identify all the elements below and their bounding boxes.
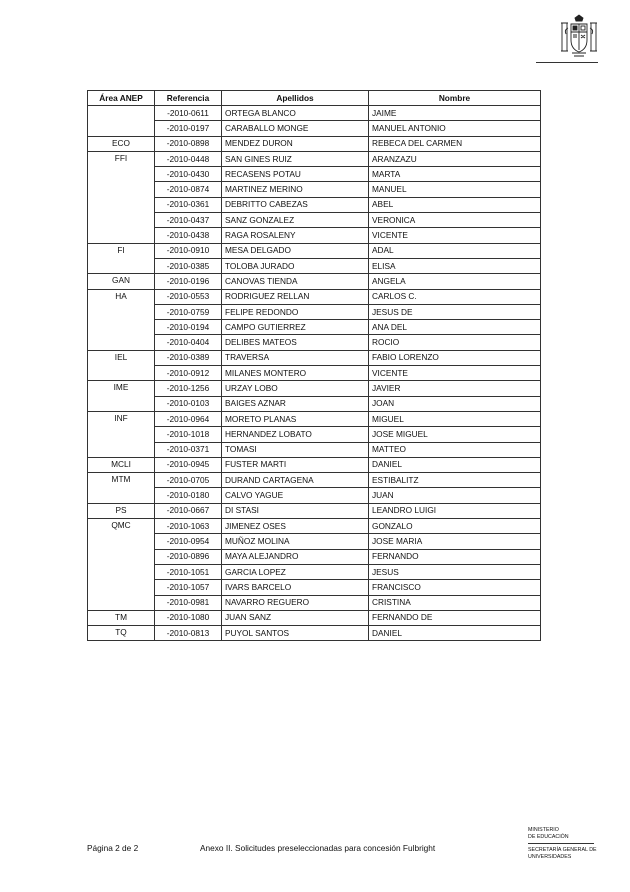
nombre-cell: MATTEO [369, 442, 541, 457]
apellidos-cell: JIMENEZ OSES [222, 519, 369, 534]
area-cell: HA [88, 289, 155, 350]
table-row [88, 366, 541, 381]
referencia-cell: -2010-0898 [155, 136, 222, 151]
referencia-cell: -2010-0361 [155, 197, 222, 212]
nombre-cell: REBECA DEL CARMEN [369, 136, 541, 151]
ministry-line-2: DE EDUCACIÓN [528, 833, 569, 840]
table-row [88, 396, 541, 411]
apellidos-cell: MILANES MONTERO [222, 366, 369, 381]
table-row [88, 519, 541, 534]
referencia-cell: -2010-0759 [155, 304, 222, 319]
area-cell: INF [88, 411, 155, 457]
table-row [88, 457, 541, 472]
referencia-cell: -2010-0448 [155, 151, 222, 166]
referencia-cell: -2010-0389 [155, 350, 222, 365]
nombre-cell: JESUS DE [369, 304, 541, 319]
apellidos-cell: MENDEZ DURON [222, 136, 369, 151]
referencia-cell: -2010-1018 [155, 427, 222, 442]
nombre-cell: ABEL [369, 197, 541, 212]
area-cell: PS [88, 503, 155, 518]
area-cell: IEL [88, 350, 155, 381]
table-row [88, 595, 541, 610]
referencia-cell: -2010-0194 [155, 320, 222, 335]
apellidos-cell: ORTEGA BLANCO [222, 106, 369, 121]
apellidos-cell: TOMASI [222, 442, 369, 457]
area-cell: TM [88, 610, 155, 625]
nombre-cell: JOSE MARIA [369, 534, 541, 549]
referencia-cell: -2010-0437 [155, 213, 222, 228]
table-row [88, 289, 541, 304]
nombre-cell: ELISA [369, 258, 541, 273]
area-cell: MTM [88, 473, 155, 504]
apellidos-cell: CANOVAS TIENDA [222, 274, 369, 289]
area-cell: FI [88, 243, 155, 274]
apellidos-cell: RECASENS POTAU [222, 167, 369, 182]
table-row [88, 213, 541, 228]
apellidos-cell: MORETO PLANAS [222, 411, 369, 426]
area-cell: MCLI [88, 457, 155, 472]
table-row [88, 121, 541, 136]
referencia-cell: -2010-0910 [155, 243, 222, 258]
apellidos-cell: NAVARRO REGUERO [222, 595, 369, 610]
apellidos-cell: FUSTER MARTI [222, 457, 369, 472]
nombre-cell: VERONICA [369, 213, 541, 228]
referencia-cell: -2010-0553 [155, 289, 222, 304]
nombre-cell: JESUS [369, 564, 541, 579]
apellidos-cell: URZAY LOBO [222, 381, 369, 396]
nombre-cell: CARLOS C. [369, 289, 541, 304]
column-header-area: Área ANEP [88, 91, 155, 106]
candidates-table [87, 90, 541, 641]
referencia-cell: -2010-1063 [155, 519, 222, 534]
nombre-cell: GONZALO [369, 519, 541, 534]
apellidos-cell: BAIGES AZNAR [222, 396, 369, 411]
apellidos-cell: MUÑOZ MOLINA [222, 534, 369, 549]
table-row [88, 258, 541, 273]
nombre-cell: JAIME [369, 106, 541, 121]
referencia-cell: -2010-0404 [155, 335, 222, 350]
referencia-cell: -2010-0896 [155, 549, 222, 564]
referencia-cell: -2010-0981 [155, 595, 222, 610]
referencia-cell: -2010-0103 [155, 396, 222, 411]
table-row [88, 304, 541, 319]
table-row [88, 335, 541, 350]
table-row [88, 136, 541, 151]
column-header-nombre: Nombre [369, 91, 541, 106]
nombre-cell: CRISTINA [369, 595, 541, 610]
table-row [88, 411, 541, 426]
referencia-cell: -2010-0430 [155, 167, 222, 182]
table-row [88, 106, 541, 121]
secretariat-line-1: SECRETARÍA GENERAL DE [528, 847, 597, 853]
apellidos-cell: DEBRITTO CABEZAS [222, 197, 369, 212]
nombre-cell: DANIEL [369, 626, 541, 641]
referencia-cell: -2010-0180 [155, 488, 222, 503]
area-cell: TQ [88, 626, 155, 641]
apellidos-cell: TOLOBA JURADO [222, 258, 369, 273]
table-row [88, 549, 541, 564]
table-row [88, 274, 541, 289]
apellidos-cell: MAYA ALEJANDRO [222, 549, 369, 564]
referencia-cell: -2010-0954 [155, 534, 222, 549]
table-row [88, 503, 541, 518]
referencia-cell: -2010-1057 [155, 580, 222, 595]
apellidos-cell: SAN GINES RUIZ [222, 151, 369, 166]
header-rule [536, 62, 598, 63]
column-header-apellidos: Apellidos [222, 91, 369, 106]
table-row [88, 626, 541, 641]
coat-of-arms-icon [560, 14, 598, 58]
table-row [88, 167, 541, 182]
table-row [88, 610, 541, 625]
column-header-referencia: Referencia [155, 91, 222, 106]
ministry-line-1: MINISTERIO [528, 827, 559, 833]
table-row [88, 473, 541, 488]
nombre-cell: JUAN [369, 488, 541, 503]
apellidos-cell: MESA DELGADO [222, 243, 369, 258]
nombre-cell: JAVIER [369, 381, 541, 396]
secretariat-line-2: UNIVERSIDADES [528, 853, 572, 860]
referencia-cell: -2010-0611 [155, 106, 222, 121]
nombre-cell: LEANDRO LUIGI [369, 503, 541, 518]
nombre-cell: ANA DEL [369, 320, 541, 335]
area-cell [88, 106, 155, 137]
referencia-cell: -2010-0874 [155, 182, 222, 197]
apellidos-cell: DURAND CARTAGENA [222, 473, 369, 488]
apellidos-cell: PUYOL SANTOS [222, 626, 369, 641]
referencia-cell: -2010-0945 [155, 457, 222, 472]
apellidos-cell: TRAVERSA [222, 350, 369, 365]
apellidos-cell: GARCIA LOPEZ [222, 564, 369, 579]
annex-caption: Anexo II. Solicitudes preseleccionadas para concesión Fulbright [200, 843, 436, 853]
apellidos-cell: RODRIGUEZ RELLAN [222, 289, 369, 304]
referencia-cell: -2010-0667 [155, 503, 222, 518]
referencia-cell: -2010-0385 [155, 258, 222, 273]
nombre-cell: MANUEL [369, 182, 541, 197]
ministry-block [528, 827, 608, 860]
apellidos-cell: DELIBES MATEOS [222, 335, 369, 350]
nombre-cell: JOAN [369, 396, 541, 411]
ministry-rule [528, 843, 594, 844]
referencia-cell: -2010-0912 [155, 366, 222, 381]
apellidos-cell: CARABALLO MONGE [222, 121, 369, 136]
nombre-cell: ROCIO [369, 335, 541, 350]
table-row [88, 350, 541, 365]
table-body [88, 106, 541, 641]
area-cell: GAN [88, 274, 155, 289]
nombre-cell: JOSE MIGUEL [369, 427, 541, 442]
referencia-cell: -2010-0705 [155, 473, 222, 488]
table-row [88, 228, 541, 243]
nombre-cell: MARTA [369, 167, 541, 182]
apellidos-cell: MARTINEZ MERINO [222, 182, 369, 197]
apellidos-cell: RAGA ROSALENY [222, 228, 369, 243]
nombre-cell: MIGUEL [369, 411, 541, 426]
referencia-cell: -2010-1256 [155, 381, 222, 396]
table-row [88, 534, 541, 549]
area-cell: QMC [88, 519, 155, 611]
apellidos-cell: JUAN SANZ [222, 610, 369, 625]
area-cell: ECO [88, 136, 155, 151]
nombre-cell: FERNANDO [369, 549, 541, 564]
table-row [88, 564, 541, 579]
nombre-cell: FERNANDO DE [369, 610, 541, 625]
referencia-cell: -2010-1051 [155, 564, 222, 579]
table-row [88, 320, 541, 335]
table-row [88, 182, 541, 197]
table-row [88, 427, 541, 442]
nombre-cell: ADAL [369, 243, 541, 258]
referencia-cell: -2010-0371 [155, 442, 222, 457]
referencia-cell: -2010-0438 [155, 228, 222, 243]
table-row [88, 488, 541, 503]
table-row [88, 580, 541, 595]
nombre-cell: VICENTE [369, 366, 541, 381]
nombre-cell: MANUEL ANTONIO [369, 121, 541, 136]
table-row [88, 197, 541, 212]
apellidos-cell: DI STASI [222, 503, 369, 518]
referencia-cell: -2010-0197 [155, 121, 222, 136]
area-cell: IME [88, 381, 155, 412]
nombre-cell: FRANCISCO [369, 580, 541, 595]
table-row [88, 243, 541, 258]
apellidos-cell: CAMPO GUTIERREZ [222, 320, 369, 335]
nombre-cell: VICENTE [369, 228, 541, 243]
table-header-row [88, 91, 541, 106]
table-row [88, 381, 541, 396]
referencia-cell: -2010-0964 [155, 411, 222, 426]
table-row [88, 151, 541, 166]
apellidos-cell: HERNANDEZ LOBATO [222, 427, 369, 442]
nombre-cell: ANGELA [369, 274, 541, 289]
nombre-cell: ESTIBALITZ [369, 473, 541, 488]
table-row [88, 442, 541, 457]
apellidos-cell: CALVO YAGUE [222, 488, 369, 503]
nombre-cell: DANIEL [369, 457, 541, 472]
apellidos-cell: FELIPE REDONDO [222, 304, 369, 319]
apellidos-cell: SANZ GONZALEZ [222, 213, 369, 228]
area-cell: FFI [88, 151, 155, 243]
referencia-cell: -2010-0196 [155, 274, 222, 289]
apellidos-cell: IVARS BARCELO [222, 580, 369, 595]
referencia-cell: -2010-1080 [155, 610, 222, 625]
referencia-cell: -2010-0813 [155, 626, 222, 641]
nombre-cell: FABIO LORENZO [369, 350, 541, 365]
nombre-cell: ARANZAZU [369, 151, 541, 166]
page-number: Página 2 de 2 [87, 843, 139, 853]
